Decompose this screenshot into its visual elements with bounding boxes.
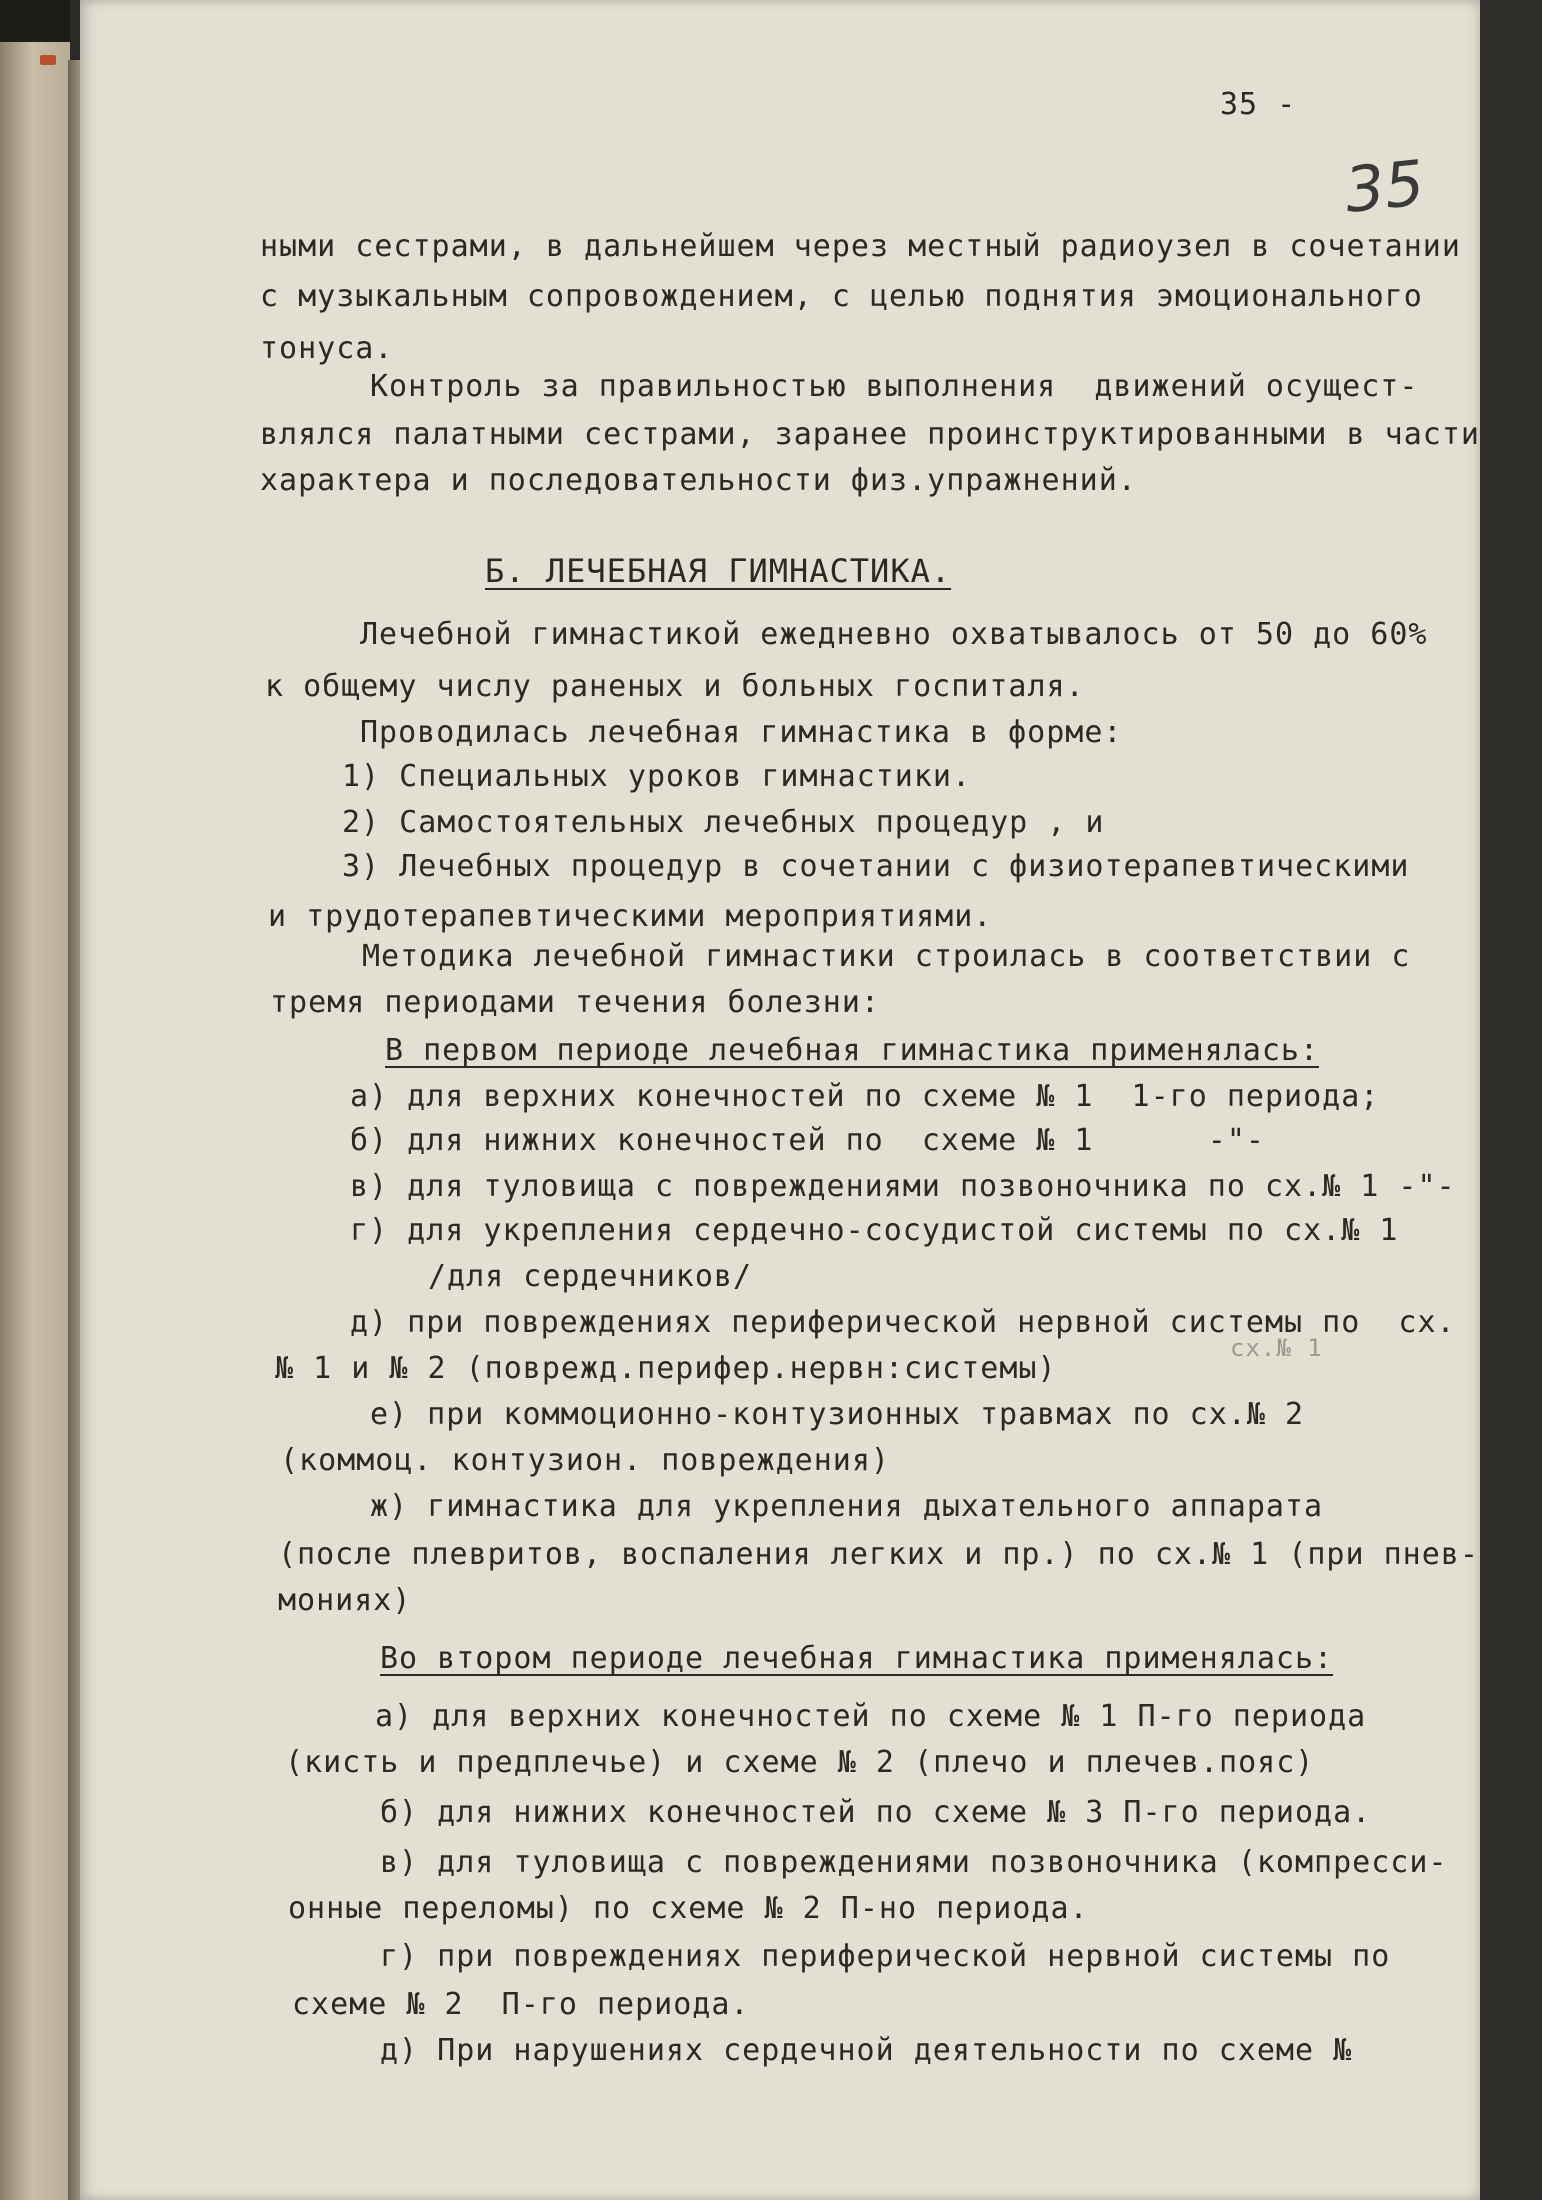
- text-line: тремя периодами течения болезни:: [270, 985, 880, 1020]
- text-line: Лечебной гимнастикой ежедневно охватывалось от 50 до 60%: [360, 617, 1428, 652]
- text-line: тонуса.: [260, 331, 394, 366]
- list-item: 2) Самостоятельных лечебных процедур , и: [342, 805, 1105, 840]
- list-item: 3) Лечебных процедур в сочетании с физиотерапевтическими: [342, 849, 1410, 884]
- list-item: д) При нарушениях сердечной деятельности по схеме №: [380, 2033, 1353, 2068]
- text-line: ными сестрами, в дальнейшем через местный радиоузел в сочетании: [260, 229, 1461, 264]
- text-line: Методика лечебной гимнастики строилась в соответствии с: [362, 939, 1411, 974]
- text-line: (после плевритов, воспаления легких и пр.) по сх.№ 1 (при пнев-: [278, 1537, 1479, 1572]
- faint-annotation: сх.№ 1: [1230, 1334, 1323, 1362]
- text-line: онные переломы) по схеме № 2 П-но периода.: [288, 1891, 1089, 1926]
- text-line: /для сердечников/: [428, 1259, 753, 1294]
- text-line: влялся палатными сестрами, заранее проинструктированными в части: [260, 417, 1480, 452]
- list-item: в) для туловища с повреждениями позвоночника по сх.№ 1 -"-: [350, 1169, 1456, 1204]
- text-line: схеме № 2 П-го периода.: [292, 1987, 750, 2022]
- subsection-heading: Во втором периоде лечебная гимнастика применялась:: [380, 1641, 1334, 1676]
- document-page: [80, 0, 1480, 2200]
- list-item: г) для укрепления сердечно-сосудистой системы по сх.№ 1: [350, 1213, 1399, 1248]
- list-item: ж) гимнастика для укрепления дыхательного аппарата: [370, 1489, 1324, 1524]
- text-line: с музыкальным сопровождением, с целью поднятия эмоционального: [260, 279, 1423, 314]
- list-item: в) для туловища с повреждениями позвоночника (компресси-: [380, 1845, 1448, 1880]
- text-line: (коммоц. контузион. повреждения): [280, 1443, 890, 1478]
- text-line: мониях): [278, 1583, 412, 1618]
- list-item: б) для нижних конечностей по схеме № 1 -"-: [350, 1123, 1265, 1158]
- scan-background-right: [1480, 0, 1542, 2200]
- section-heading: Б. ЛЕЧЕБНАЯ ГИМНАСТИКА.: [485, 552, 952, 590]
- text-line: Контроль за правильностью выполнения движений осущест-: [370, 369, 1419, 404]
- text-line: (кисть и предплечье) и схеме № 2 (плечо и плечев.пояс): [285, 1745, 1315, 1780]
- list-item: а) для верхних конечностей по схеме № 1 П-го периода: [375, 1699, 1367, 1734]
- list-item: б) для нижних конечностей по схеме № 3 П-го периода.: [380, 1795, 1372, 1830]
- previous-page-edge: [0, 42, 70, 2200]
- list-item: г) при повреждениях периферической нервной системы по: [380, 1939, 1391, 1974]
- text-line: к общему числу раненых и больных госпиталя.: [265, 669, 1085, 704]
- list-item: д) при повреждениях периферической нервной системы по сх.: [350, 1305, 1456, 1340]
- handwritten-page-number: 35: [1341, 146, 1428, 227]
- binding-thread: [40, 55, 56, 65]
- text-line: и трудотерапевтическими мероприятиями.: [268, 899, 993, 934]
- list-item: е) при коммоционно-контузионных травмах по сх.№ 2: [370, 1397, 1305, 1432]
- list-item: 1) Специальных уроков гимнастики.: [342, 759, 972, 794]
- subsection-heading: В первом периоде лечебная гимнастика применялась:: [385, 1033, 1320, 1068]
- list-item: а) для верхних конечностей по схеме № 1 1-го периода;: [350, 1079, 1380, 1114]
- page-number: 35 -: [1220, 87, 1297, 122]
- text-line: Проводилась лечебная гимнастика в форме:: [360, 715, 1123, 750]
- text-line: характера и последовательности физ.упражнений.: [260, 463, 1137, 498]
- text-line: № 1 и № 2 (поврежд.перифер.нервн:системы): [275, 1351, 1057, 1386]
